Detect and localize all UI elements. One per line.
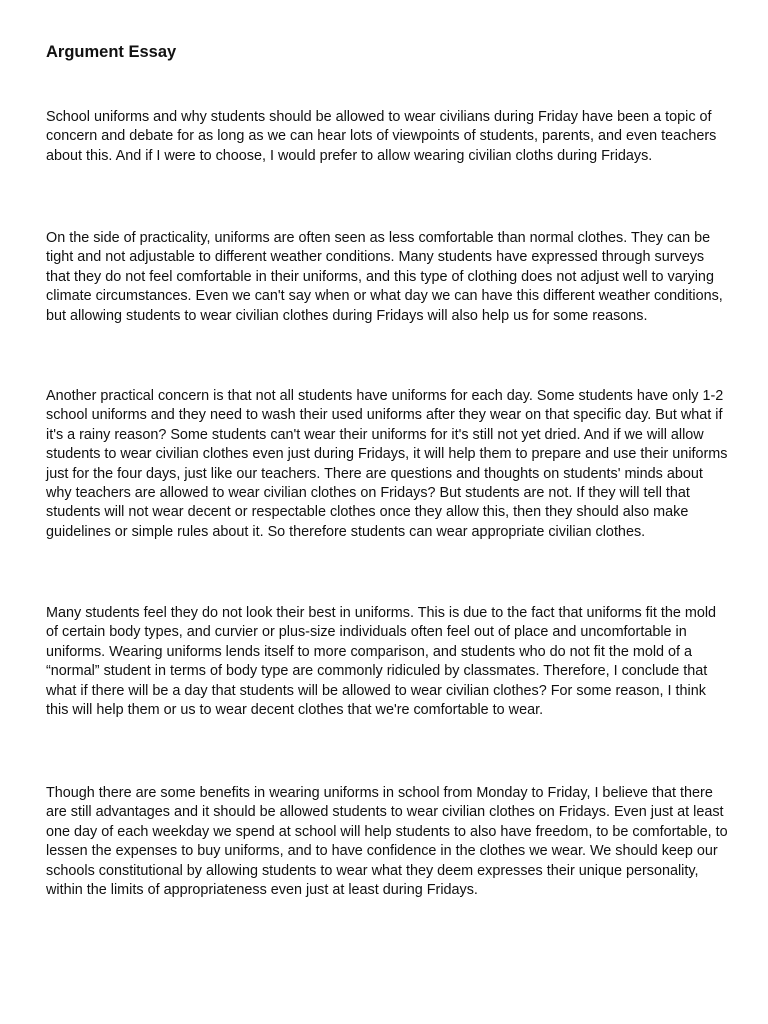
paragraph-conclusion: Though there are some benefits in wearing uniforms in school from Monday to Friday, I believe that there are still advantages and it should be allowed students to wear civilian clothes on Fridays. Even just at least one day of each weekday we spend at school will help students to also have freedom, to be comfortable, to lessen the expenses to buy uniforms, and to have confidence in the clothes we wear. We should keep our schools constitutional by allowing students to wear what they deem expresses their unique personality, within the limits of appropriateness even just at least during Fridays.: [46, 785, 728, 899]
document-title: Argument Essay: [46, 43, 177, 61]
paragraph-introduction: School uniforms and why students should be allowed to wear civilians during Friday have been a topic of concern and debate for as long as we can hear lots of viewpoints of students, parents, and even teachers about this. And if I were to choose, I would prefer to allow wearing civilian cloths during Fridays.: [46, 109, 717, 164]
paragraph-practicality: On the side of practicality, uniforms are often seen as less comfortable than normal clothes. They can be tight and not adjustable to different weather conditions. Many students have expressed through surveys that they do not feel comfortable in their uniforms, and this type of clothing does not adjust well to varying climate circumstances. Even we can't say when or what day we can have this different weather conditions, but allowing students to wear civilian clothes during Fridays will also help us for some reasons.: [46, 230, 723, 324]
paragraph-body-image: Many students feel they do not look their best in uniforms. This is due to the fact that uniforms fit the mold of certain body types, and curvier or plus-size individuals often feel out of place and uncomfortable in uniforms. Wearing uniforms lends itself to more comparison, and students who do not fit the mold of a “normal” student in terms of body type are commonly ridiculed by classmates. Therefore, I conclude that what if there will be a day that students will be allowed to wear civilian clothes? For some reason, I think this will help them or us to wear decent clothes that we're comfortable to wear.: [46, 605, 717, 719]
paragraph-uniform-availability: Another practical concern is that not all students have uniforms for each day. Some students have only 1-2 school uniforms and they need to wash their used uniforms after they wear on that specific day. But what if it's a rainy reason? Some students can't wear their uniforms for it's still not yet dried. And if we will allow students to wear civilian clothes even just during Fridays, it will help them to prepare and use their uniforms just for the four days, just like our teachers. There are questions and thoughts on students' minds about why teachers are allowed to wear civilian clothes on Fridays? But students are not. If they will tell that students will not wear decent or respectable clothes once they allow this, then they should also make guidelines or simple rules about it. So therefore students can wear appropriate civilian clothes.: [46, 388, 728, 540]
